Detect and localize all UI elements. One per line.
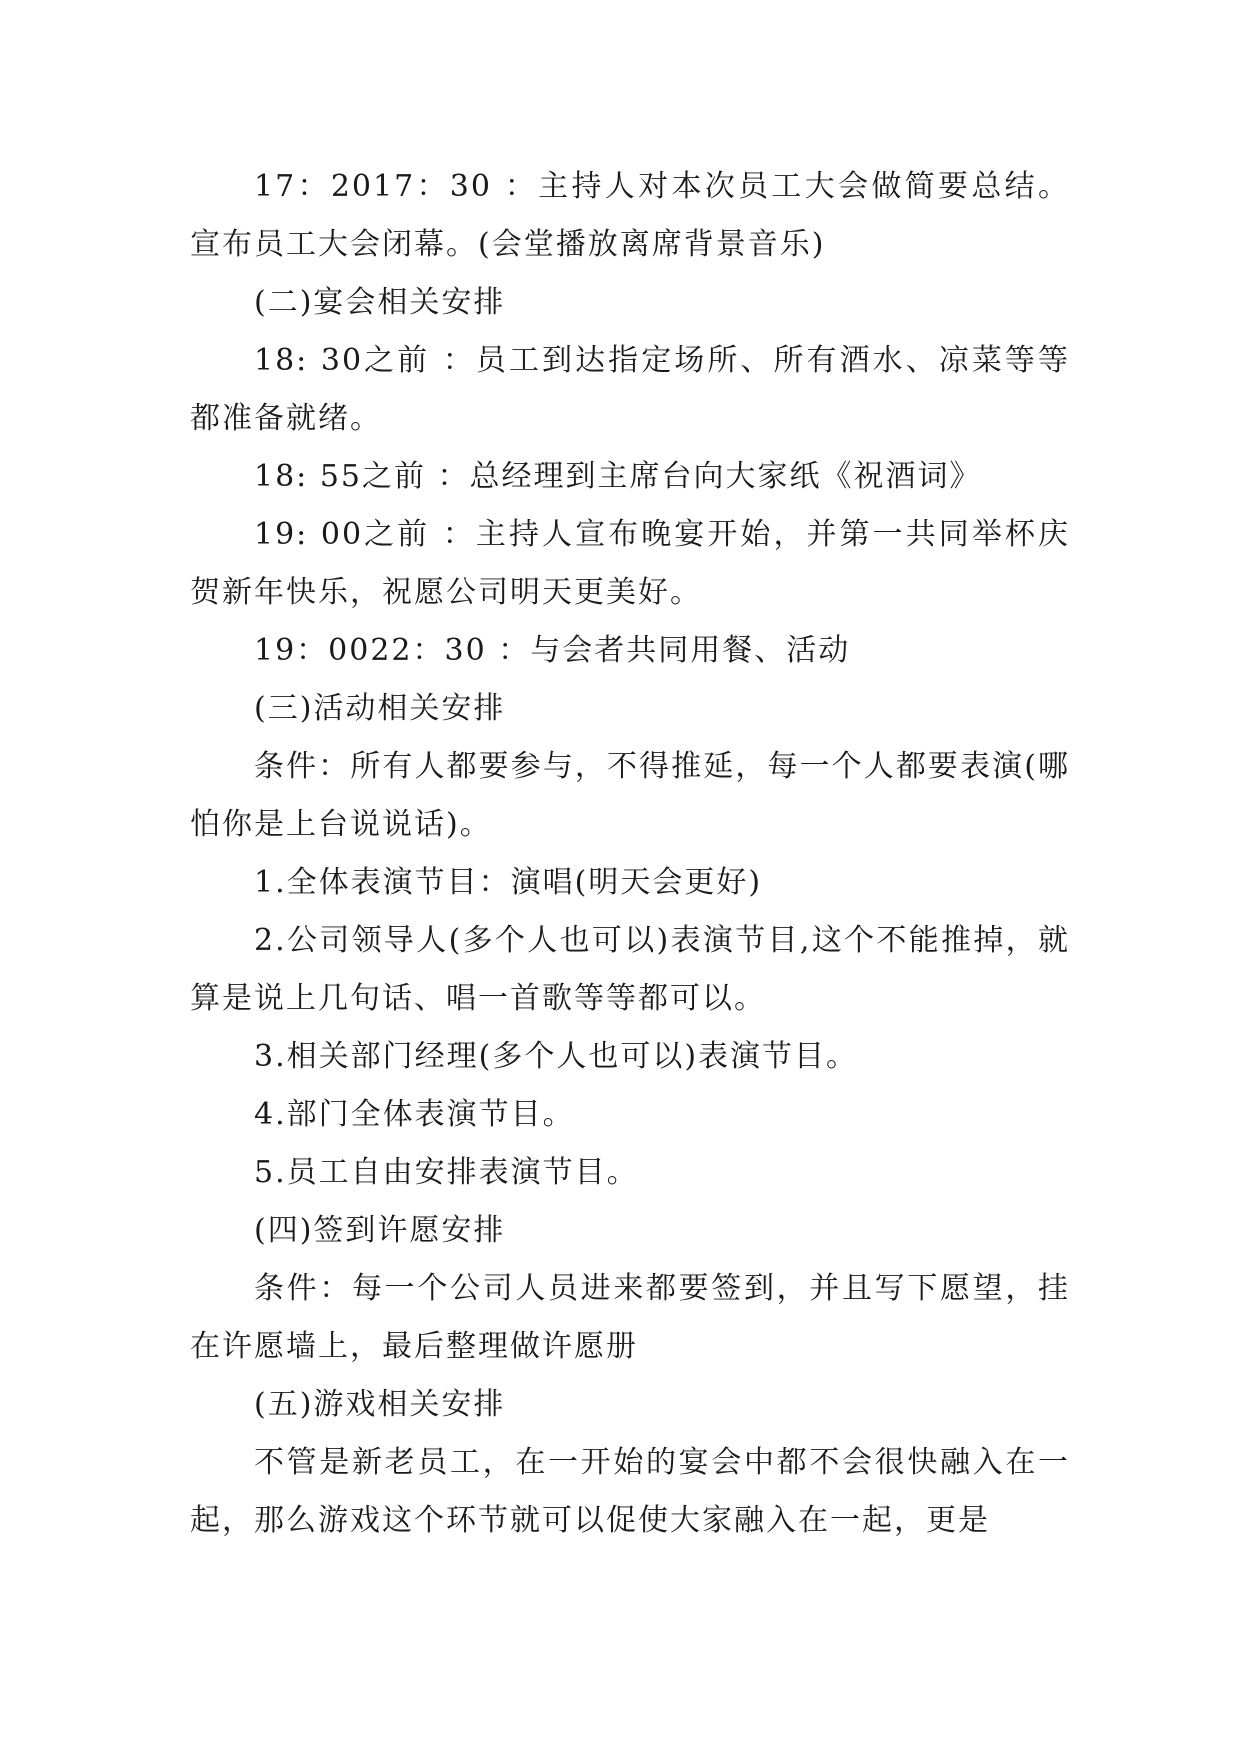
- paragraph-toast: 18: 55之前 ：总经理到主席台向大家纸《祝酒词》: [254, 459, 982, 494]
- list-item-5: 5.员工自由安排表演节目。: [254, 1155, 639, 1190]
- section-heading-banquet: (二)宴会相关安排: [254, 285, 506, 320]
- list-item-1: 1.全体表演节目：演唱(明天会更好): [254, 865, 763, 900]
- section-heading-activities: (三)活动相关安排: [254, 691, 506, 726]
- document-body: [190, 158, 1070, 1550]
- paragraph-signin-conditions: 条件：每一个公司人员进来都要签到，并且写下愿望，挂在许愿墙上，最后整理做许愿册: [190, 1271, 1070, 1364]
- paragraph-dining: 19：0022：30 ：与会者共同用餐、活动: [254, 633, 851, 668]
- section-heading-games: (五)游戏相关安排: [254, 1387, 506, 1422]
- list-item-4: 4.部门全体表演节目。: [254, 1097, 575, 1132]
- section-heading-signin: (四)签到许愿安排: [254, 1213, 506, 1248]
- paragraph-closing-summary: 17：2017：30 ：主持人对本次员工大会做简要总结。宣布员工大会闭幕。(会堂播放离席背景音乐): [190, 169, 1070, 262]
- paragraph-activity-conditions: 条件：所有人都要参与，不得推延，每一个人都要表演(哪怕你是上台说说话)。: [190, 749, 1070, 842]
- list-item-3: 3.相关部门经理(多个人也可以)表演节目。: [254, 1039, 859, 1074]
- list-item-2: 2.公司领导人(多个人也可以)表演节目,这个不能推掉，就算是说上几句话、唱一首歌等等都可以。: [190, 923, 1070, 1016]
- paragraph-banquet-start: 19: 00之前 ：主持人宣布晚宴开始，并第一共同举杯庆贺新年快乐，祝愿公司明天更美好。: [190, 517, 1070, 610]
- paragraph-arrival: 18: 30之前 ：员工到达指定场所、所有酒水、凉菜等等都准备就绪。: [190, 343, 1070, 436]
- paragraph-games: 不管是新老员工，在一开始的宴会中都不会很快融入在一起，那么游戏这个环节就可以促使大家融入在一起，更是: [190, 1445, 1070, 1538]
